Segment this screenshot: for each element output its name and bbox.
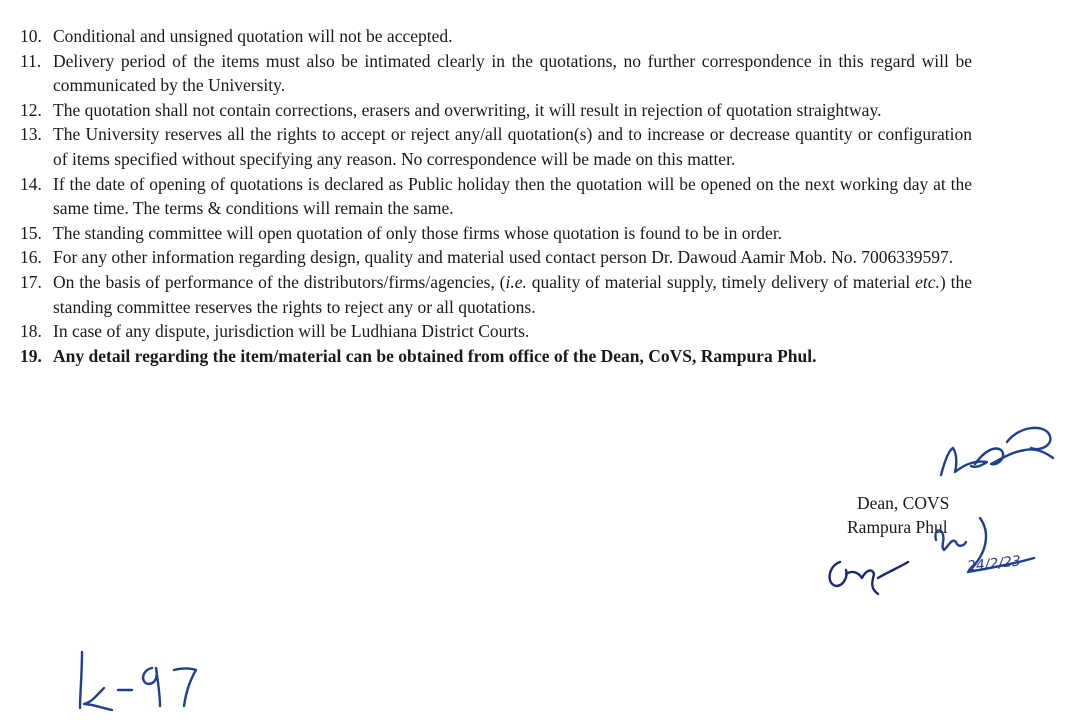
- term-number: 11.: [20, 50, 42, 71]
- term-text: Conditional and unsigned quotation will not be accepted.: [53, 26, 453, 46]
- page-mark: [70, 648, 210, 718]
- term-text-part: quality of material supply, timely delivery of material: [526, 271, 916, 292]
- term-text-italic: etc.: [915, 271, 940, 292]
- term-text: The quotation shall not contain corrections, erasers and overwriting, it will result in rejection of quotation straightway.: [53, 99, 882, 120]
- term-text-part: On the basis of performance of the distributors/firms/agencies, (: [53, 271, 506, 292]
- term-text: The University reserves all the rights to accept or reject any/all quotation(s) and to increase or decrease quantity or configuration of items specified without specifying any reason. No correspondence will be made on this matter.: [53, 124, 972, 169]
- term-number: 12.: [20, 99, 42, 120]
- term-text-part: ) the standing committee reserves the rights to reject any or all quotations.: [53, 271, 972, 317]
- signatory-title: Dean, COVS: [857, 493, 950, 513]
- handwritten-date: 24/2/23: [966, 553, 1022, 575]
- term-number: 13.: [20, 124, 42, 145]
- term-number: 19.: [20, 345, 42, 366]
- term-text: For any other information regarding design, quality and material used contact person Dr. Dawoud Aamir Mob. No. 7006339597.: [53, 247, 954, 268]
- term-text: If the date of opening of quotations is declared as Public holiday then the quotation will be opened on the next working day at the same time. The terms & conditions will remain the same.: [53, 173, 972, 219]
- term-number: 18.: [20, 321, 42, 342]
- term-text: Any detail regarding the item/material can be obtained from office of the Dean, CoVS, Rampura Phul.: [53, 345, 817, 366]
- second-signature: [822, 548, 912, 596]
- term-text: Delivery period of the items must also be intimated clearly in the quotations, no further correspondence in this regard will be communicated by the University.: [53, 50, 972, 96]
- term-number: 10.: [20, 26, 42, 46]
- term-text: The standing committee will open quotation of only those firms whose quotation is found to be in order.: [53, 222, 783, 243]
- signatory-place: Rampura Phul: [847, 517, 948, 537]
- term-number: 16.: [20, 247, 42, 268]
- term-number: 17.: [20, 271, 42, 292]
- term-number: 14.: [20, 173, 42, 194]
- term-text: In case of any dispute, jurisdiction will be Ludhiana District Courts.: [53, 321, 530, 342]
- term-number: 15.: [20, 222, 42, 243]
- dean-signature: [935, 420, 1060, 482]
- term-text-italic: i.e.: [505, 271, 527, 292]
